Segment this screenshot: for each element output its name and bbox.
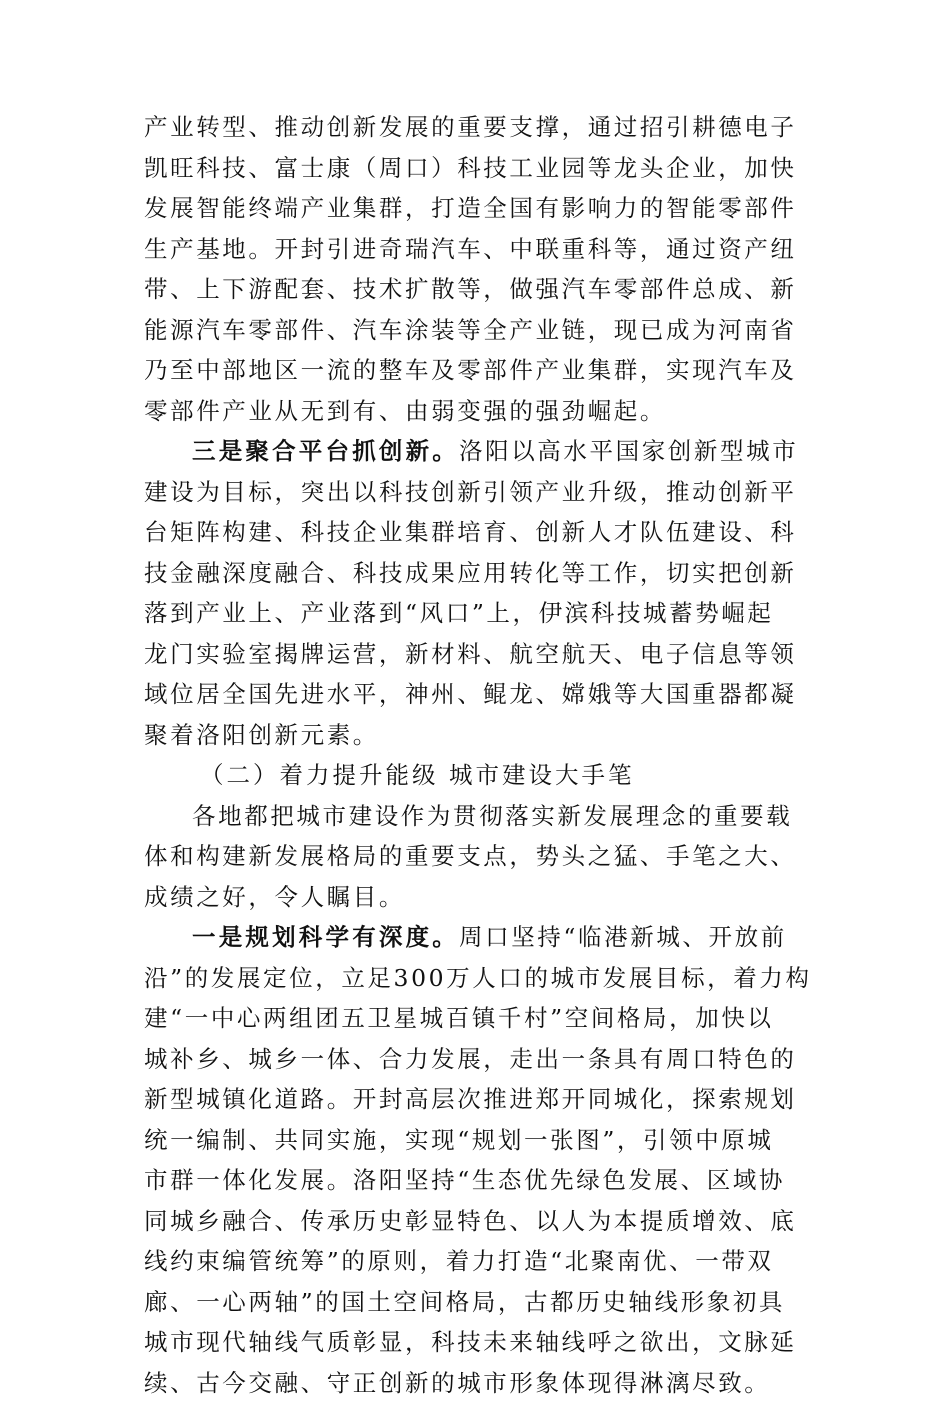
text-line: 龙门实验室揭牌运营，新材料、航空航天、电子信息等领 — [144, 634, 816, 675]
text-span: 洛阳以高水平国家创新型城市 — [459, 437, 798, 465]
text-line: 同城乡融合、传承历史彰显特色、以人为本提质增效、底 — [144, 1201, 816, 1242]
text-line: 乃至中部地区一流的整车及零部件产业集群，实现汽车及 — [144, 350, 816, 391]
document-page — [144, 107, 816, 1403]
text-line: 新型城镇化道路。开封高层次推进郑开同城化，探索规划 — [144, 1079, 816, 1120]
text-line: 成绩之好，令人瞩目。 — [144, 877, 816, 918]
text-line: 零部件产业从无到有、由弱变强的强劲崛起。 — [144, 391, 816, 432]
text-line: 建“一中心两组团五卫星城百镇千村”空间格局，加快以 — [144, 998, 816, 1039]
text-line: 生产基地。开封引进奇瑞汽车、中联重科等，通过资产纽 — [144, 229, 816, 270]
text-line: 市群一体化发展。洛阳坚持“生态优先绿色发展、区域协 — [144, 1160, 816, 1201]
text-line: 域位居全国先进水平，神州、鲲龙、嫦娥等大国重器都凝 — [144, 674, 816, 715]
paragraph-city-construction — [144, 796, 816, 918]
text-line: 体和构建新发展格局的重要支点，势头之猛、手笔之大、 — [144, 836, 816, 877]
text-line: 续、古今交融、守正创新的城市形象体现得淋漓尽致。 — [144, 1363, 816, 1403]
text-line: 统一编制、共同实施，实现“规划一张图”，引领中原城 — [144, 1120, 816, 1161]
text-line: 沿”的发展定位，立足300万人口的城市发展目标，着力构 — [144, 958, 816, 999]
text-span: 周口坚持“临港新城、开放前 — [459, 923, 787, 951]
text-line: 发展智能终端产业集群，打造全国有影响力的智能零部件 — [144, 188, 816, 229]
text-line — [144, 431, 816, 472]
text-line: 技金融深度融合、科技成果应用转化等工作，切实把创新 — [144, 553, 816, 594]
text-line: 各地都把城市建设作为贯彻落实新发展理念的重要载 — [144, 796, 816, 837]
text-line: 台矩阵构建、科技企业集群培育、创新人才队伍建设、科 — [144, 512, 816, 553]
paragraph-planning — [144, 917, 816, 1403]
section-heading: （二）着力提升能级 城市建设大手笔 — [144, 755, 816, 796]
text-line — [144, 917, 816, 958]
paragraph-innovation-platform — [144, 431, 816, 755]
text-line: 城补乡、城乡一体、合力发展，走出一条具有周口特色的 — [144, 1039, 816, 1080]
paragraph-industry-upgrade — [144, 107, 816, 431]
text-line: 建设为目标，突出以科技创新引领产业升级，推动创新平 — [144, 472, 816, 513]
text-line: 凯旺科技、富士康（周口）科技工业园等龙头企业，加快 — [144, 148, 816, 189]
text-line: 聚着洛阳创新元素。 — [144, 715, 816, 756]
text-line: 产业转型、推动创新发展的重要支撑，通过招引耕德电子 — [144, 107, 816, 148]
paragraph-lead-heading: 三是聚合平台抓创新。 — [192, 437, 459, 465]
paragraph-lead-heading: 一是规划科学有深度。 — [192, 923, 459, 951]
text-line: 廊、一心两轴”的国土空间格局，古都历史轴线形象初具 — [144, 1282, 816, 1323]
text-line: 带、上下游配套、技术扩散等，做强汽车零部件总成、新 — [144, 269, 816, 310]
text-line: 能源汽车零部件、汽车涂装等全产业链，现已成为河南省 — [144, 310, 816, 351]
text-line: 线约束编管统筹”的原则，着力打造“北聚南优、一带双 — [144, 1241, 816, 1282]
text-line: 城市现代轴线气质彰显，科技未来轴线呼之欲出，文脉延 — [144, 1322, 816, 1363]
text-line: 落到产业上、产业落到“风口”上，伊滨科技城蓄势崛起 — [144, 593, 816, 634]
